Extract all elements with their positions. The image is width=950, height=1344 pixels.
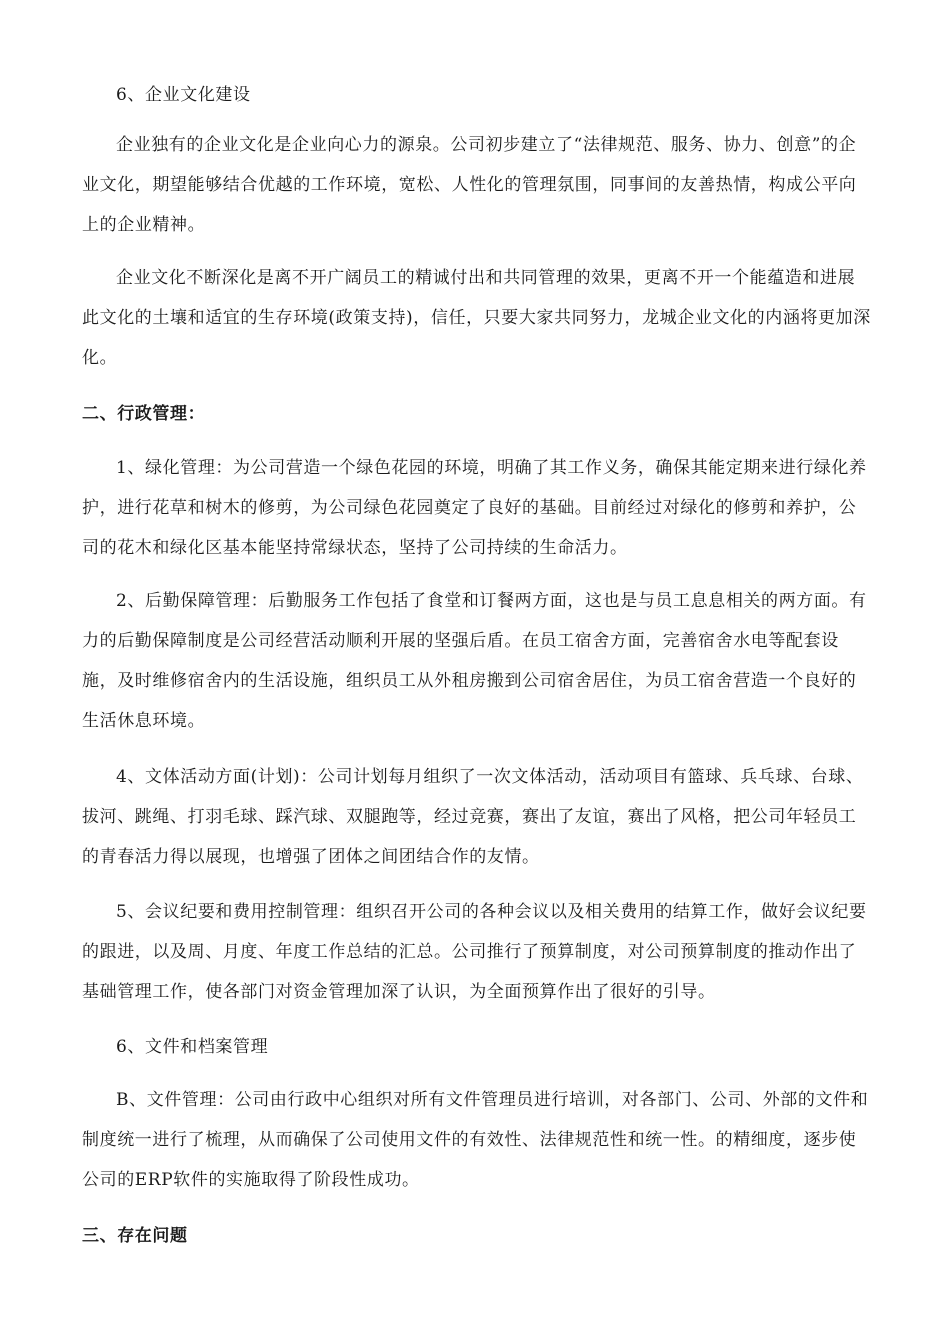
paragraph-file-management: B、文件管理：公司由行政中心组织对所有文件管理员进行培训，对各部门、公司、外部的文件和制度统一进行了梳理，从而确保了公司使用文件的有效性、法律规范性和统一性。的精细度，逐步使公司的ERP软件的实施取得了阶段性成功。 — [82, 1090, 869, 1190]
paragraph-sports-activities: 4、文体活动方面(计划)：公司计划每月组织了一次文体活动，活动项目有篮球、兵乓球、台球、拔河、跳绳、打羽毛球、踩汽球、双腿跑等，经过竞赛，赛出了友谊，赛出了风格，把公司年轻员工的青春活力得以展现，也增强了团体之间团结合作的友情。 — [82, 767, 864, 867]
paragraph-greening: 1、绿化管理：为公司营造一个绿色花园的环境，明确了其工作义务，确保其能定期来进行绿化养护，进行花草和树木的修剪，为公司绿色花园奠定了良好的基础。目前经过对绿化的修剪和养护，公司的花木和绿化区基本能坚持常绿状态，坚持了公司持续的生命活力。 — [82, 458, 867, 558]
paragraph-logistics: 2、后勤保障管理：后勤服务工作包括了食堂和订餐两方面，这也是与员工息息相关的两方面。有力的后勤保障制度是公司经营活动顺利开展的坚强后盾。在员工宿舍方面，完善宿舍水电等配套设施，及时维修宿舍内的生活设施，组织员工从外租房搬到公司宿舍居住，为员工宿舍营造一个良好的生活休息环境。 — [82, 591, 867, 731]
section-heading-admin: 二、行政管理： — [82, 404, 206, 424]
paragraph-meetings-costs: 5、会议纪要和费用控制管理：组织召开公司的各种会议以及相关费用的结算工作，做好会议纪要的跟进，以及周、月度、年度工作总结的汇总。公司推行了预算制度，对公司预算制度的推动作出了基础管理工作，使各部门对资金管理加深了认识，为全面预算作出了很好的引导。 — [82, 902, 867, 1002]
paragraph-culture-intro: 企业独有的企业文化是企业向心力的源泉。公司初步建立了“法律规范、服务、协力、创意”的企业文化，期望能够结合优越的工作环境，宽松、人性化的管理氛围，同事间的友善热情，构成公平向上的企业精神。 — [82, 135, 857, 235]
subheading-files-archives: 6、文件和档案管理 — [116, 1037, 269, 1057]
subheading-corporate-culture: 6、企业文化建设 — [116, 85, 251, 105]
paragraph-culture-deepening: 企业文化不断深化是离不开广阔员工的精诚付出和共同管理的效果，更离不开一个能蕴造和进展此文化的土壤和适宜的生存环境(政策支持)，信任，只要大家共同努力，龙城企业文化的内涵将更加深化。 — [82, 268, 871, 368]
section-heading-issues: 三、存在问题 — [82, 1226, 188, 1246]
